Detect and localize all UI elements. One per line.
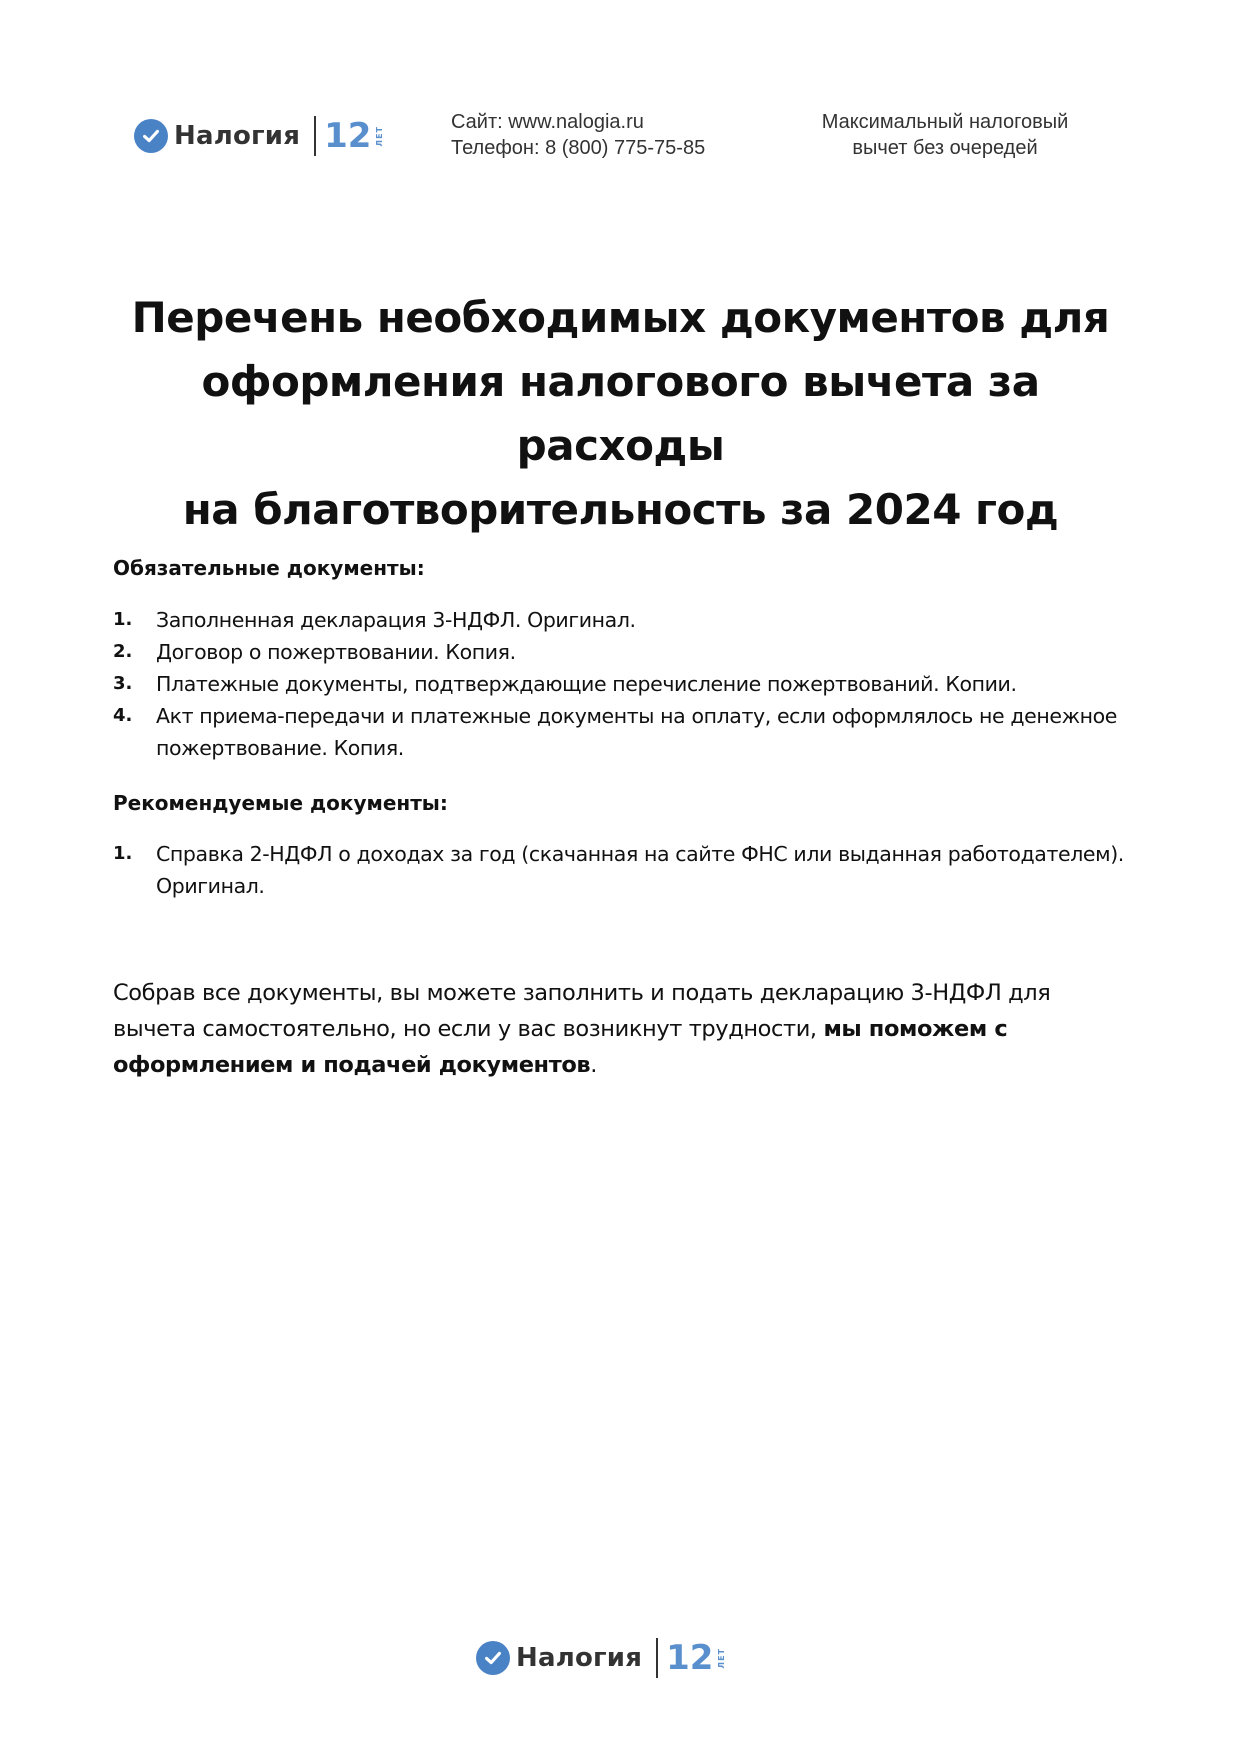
slogan (800, 109, 1090, 161)
site-link[interactable]: Сайт: www.nalogia.ru (451, 111, 644, 133)
closing-end: . (590, 1052, 597, 1078)
header-logo (134, 116, 384, 156)
check-circle-icon (134, 119, 168, 153)
list-text: Платежные документы, подтверждающие перечисление пожертвований. Копии. (156, 672, 1017, 696)
years-unit: ЛЕТ (375, 125, 385, 147)
title-line-3: на благотворительность за 2024 год (182, 485, 1059, 534)
slogan-line-2: вычет без очередей (852, 137, 1038, 159)
recommended-heading: Рекомендуемые документы: (113, 791, 448, 815)
logo-divider (314, 116, 316, 156)
list-text: Акт приема-передачи и платежные документы на оплату, если оформлялось не денежное пожертвование. Копия. (156, 704, 1117, 760)
title-line-1: Перечень необходимых документов для (131, 293, 1110, 342)
list-item (113, 668, 1133, 700)
required-heading: Обязательные документы: (113, 556, 425, 580)
list-number: 1. (113, 843, 133, 864)
list-text: Справка 2-НДФЛ о доходах за год (скачанная на сайте ФНС или выданная работодателем). Оригинал. (156, 842, 1124, 898)
brand-name: Налогия (516, 1643, 643, 1673)
brand-name: Налогия (174, 121, 301, 151)
closing-paragraph (113, 975, 1133, 1083)
slogan-line-1: Максимальный налоговый (821, 111, 1069, 133)
list-item (113, 636, 1133, 668)
page-title (100, 286, 1141, 542)
list-number: 3. (113, 673, 133, 694)
list-text: Договор о пожертвовании. Копия. (156, 640, 516, 664)
title-line-2: оформления налогового вычета за расходы (201, 357, 1040, 470)
recommended-list (113, 838, 1133, 902)
contact-info (451, 109, 705, 161)
years-number: 12 (324, 116, 372, 156)
logo-divider (656, 1638, 658, 1678)
years-unit: ЛЕТ (717, 1647, 727, 1669)
required-list (113, 604, 1133, 764)
list-item (113, 838, 1133, 902)
closing-text: Собрав все документы, вы можете заполнить и подать декларацию 3-НДФЛ для вычета самостоятельно, но если у вас возникнут трудности, (113, 980, 1051, 1042)
list-item (113, 700, 1133, 764)
list-number: 2. (113, 641, 133, 662)
phone-link[interactable]: Телефон: 8 (800) 775-75-85 (451, 137, 706, 159)
list-number: 1. (113, 609, 133, 630)
check-circle-icon (476, 1641, 510, 1675)
closing-bold-text: мы поможем с оформлением и подачей документов (113, 1016, 1008, 1078)
list-text: Заполненная декларация 3-НДФЛ. Оригинал. (156, 608, 636, 632)
list-number: 4. (113, 705, 133, 726)
years-number: 12 (666, 1638, 714, 1678)
footer-logo (476, 1638, 726, 1678)
list-item (113, 604, 1133, 636)
